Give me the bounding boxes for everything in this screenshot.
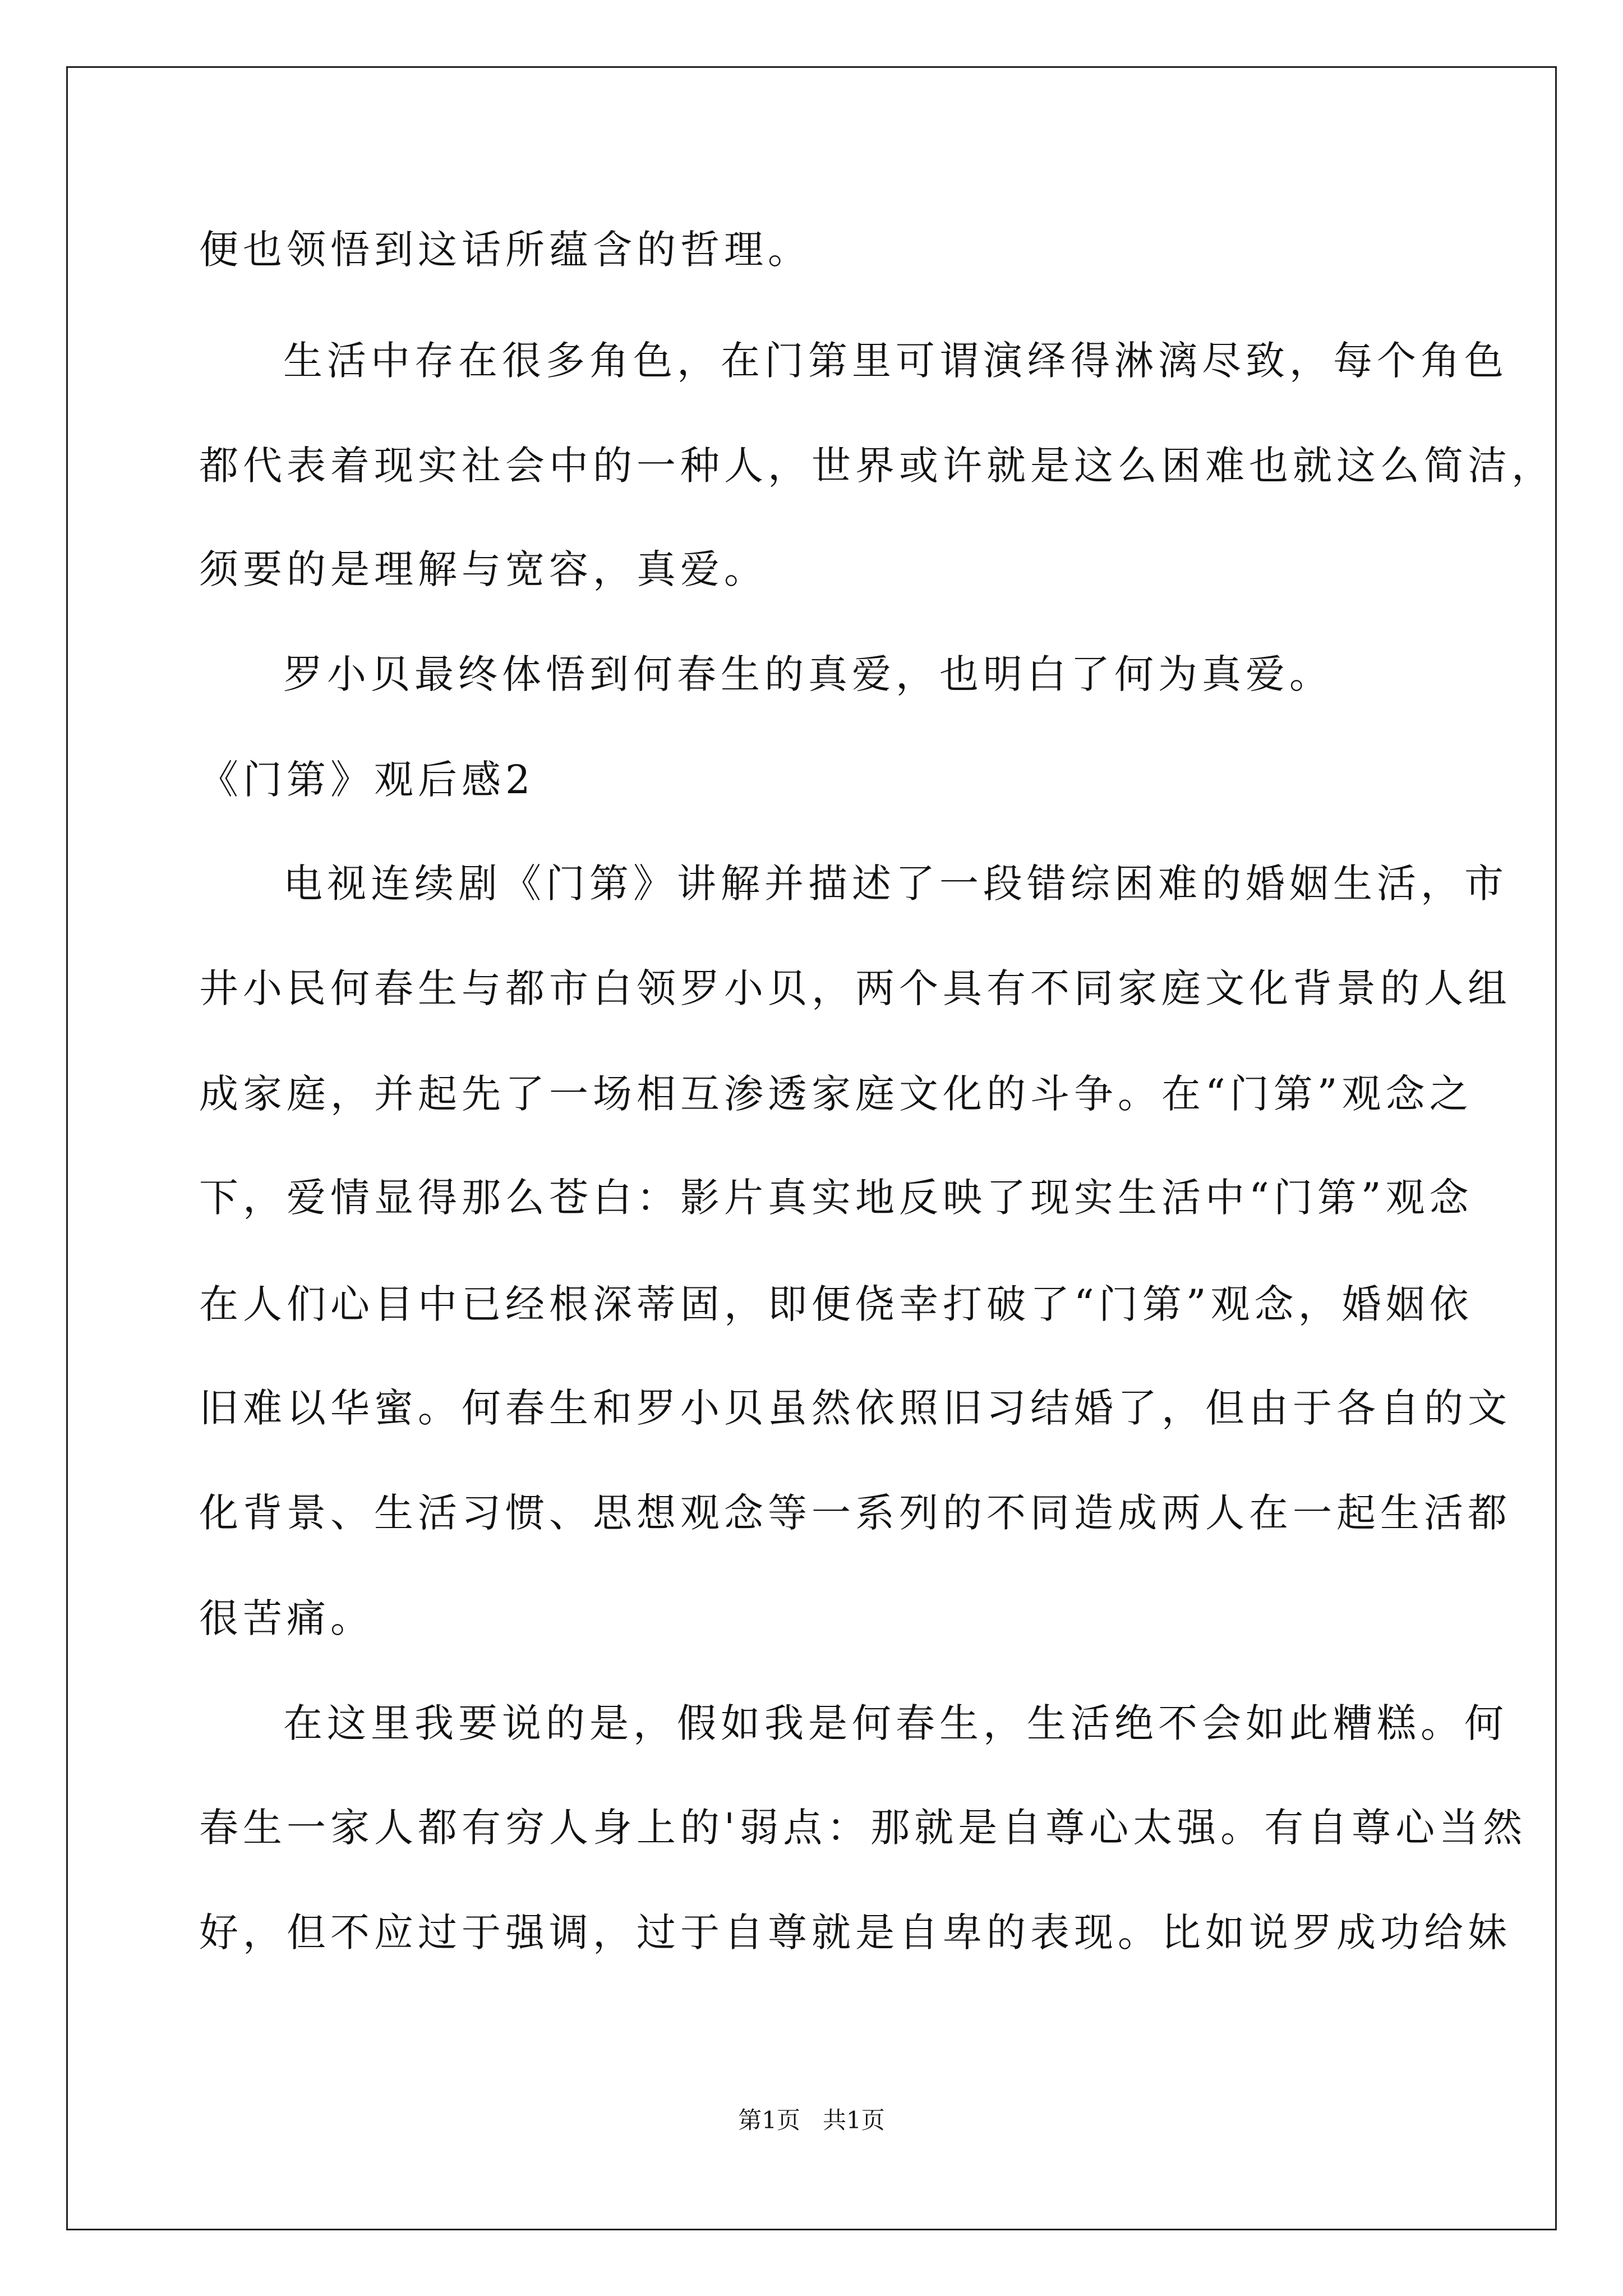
body-line-16: 春生一家人都有穷人身上的'弱点：那就是自尊心太强。有自尊心当然	[199, 1805, 1527, 1851]
body-line-17: 好，但不应过于强调，过于自尊就是自卑的表现。比如说罗成功给妹	[199, 1910, 1511, 1955]
body-line-12: 旧难以华蜜。何春生和罗小贝虽然依照旧习结婚了，但由于各自的文	[199, 1385, 1511, 1431]
body-line-4: 须要的是理解与宽容，真爱。	[199, 546, 768, 592]
body-line-2: 生活中存在很多角色，在门第里可谓演绎得淋漓尽致，每个角色	[283, 338, 1508, 384]
body-line-15: 在这里我要说的是，假如我是何春生，生活绝不会如此糟糕。何	[283, 1700, 1508, 1746]
section-heading: 《门第》观后感2	[199, 757, 535, 803]
page-number-footer: 第1页 共1页	[738, 2106, 885, 2134]
body-line-8: 井小民何春生与都市白领罗小贝，两个具有不同家庭文化背景的人组	[199, 965, 1511, 1011]
body-line-1: 便也领悟到这话所蕴含的哲理。	[199, 227, 811, 273]
body-line-7: 电视连续剧《门第》讲解并描述了一段错综困难的婚姻生活，市	[283, 861, 1508, 907]
body-line-9: 成家庭，并起先了一场相互渗透家庭文化的斗争。在“门第”观念之	[199, 1071, 1473, 1117]
body-line-11: 在人们心目中已经根深蒂固，即便侥幸打破了“门第”观念，婚姻依	[199, 1281, 1473, 1327]
body-line-13: 化背景、生活习惯、思想观念等一系列的不同造成两人在一起生活都	[199, 1490, 1511, 1536]
body-line-5: 罗小贝最终体悟到何春生的真爱，也明白了何为真爱。	[283, 651, 1333, 697]
body-line-14: 很苦痛。	[199, 1595, 374, 1641]
body-line-3: 都代表着现实社会中的一种人，世界或许就是这么困难也就这么简洁，	[199, 443, 1555, 489]
body-line-10: 下，爱情显得那么苍白：影片真实地反映了现实生活中“门第”观念	[199, 1175, 1473, 1221]
page-border	[66, 66, 1557, 2230]
